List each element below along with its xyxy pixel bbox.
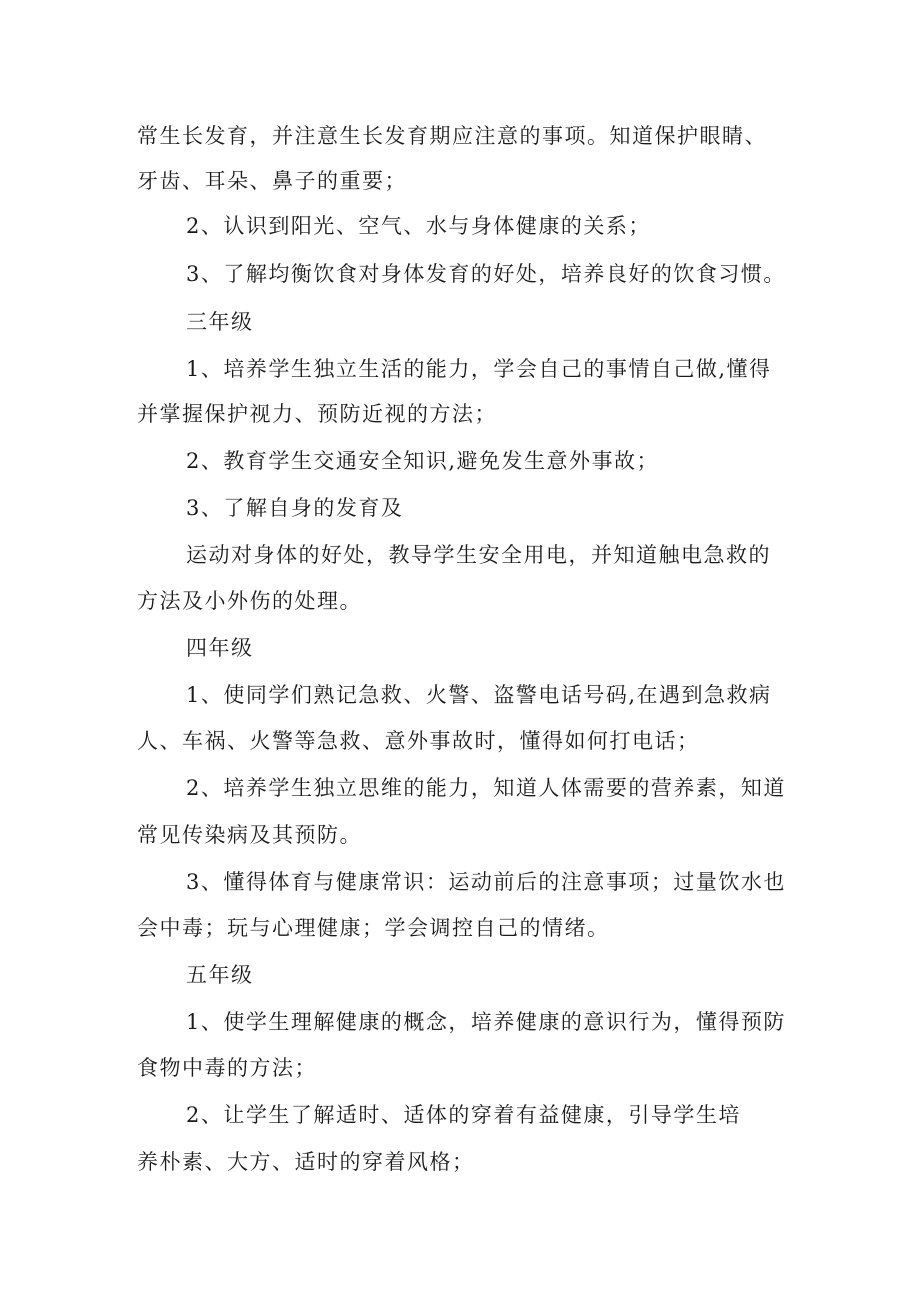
section-heading: 四年级 xyxy=(186,636,254,660)
text-line: 3、了解自身的发育及 xyxy=(186,496,404,520)
text-line: 并掌握保护视力、预防近视的方法； xyxy=(137,402,497,426)
text-line: 1、使学生理解健康的概念，培养健康的意识行为，懂得预防 xyxy=(186,1010,786,1034)
text-line: 常生长发育，并注意生长发育期应注意的事项。知道保护眼睛、 xyxy=(137,124,767,148)
text-line: 方法及小外伤的处理。 xyxy=(137,589,362,613)
text-line: 运动对身体的好处，教导学生安全用电，并知道触电急救的 xyxy=(186,543,771,567)
text-line: 会中毒；玩与心理健康；学会调控自己的情绪。 xyxy=(137,916,610,940)
section-heading: 三年级 xyxy=(186,310,254,334)
text-line: 牙齿、耳朵、鼻子的重要； xyxy=(137,169,407,193)
text-line: 3、了解均衡饮食对身体发育的好处，培养良好的饮食习惯。 xyxy=(186,262,786,286)
text-line: 常见传染病及其预防。 xyxy=(137,823,362,847)
text-line: 1、培养学生独立生活的能力，学会自己的事情自己做,懂得 xyxy=(186,357,772,381)
text-line: 养朴素、大方、适时的穿着风格； xyxy=(137,1150,475,1174)
text-line: 人、车祸、火警等急救、意外事故时，懂得如何打电话； xyxy=(137,729,700,753)
text-line: 2、教育学生交通安全知识,避免发生意外事故； xyxy=(186,449,660,473)
text-line: 3、懂得体育与健康常识：运动前后的注意事项；过量饮水也 xyxy=(186,870,786,894)
section-heading: 五年级 xyxy=(186,963,254,987)
text-line: 食物中毒的方法； xyxy=(137,1056,317,1080)
text-line: 1、使同学们熟记急救、火警、盗警电话号码,在遇到急救病 xyxy=(186,683,772,707)
text-line: 2、让学生了解适时、适体的穿着有益健康，引导学生培 xyxy=(186,1103,741,1127)
text-line: 2、认识到阳光、空气、水与身体健康的关系； xyxy=(186,214,651,238)
text-line: 2、培养学生独立思维的能力，知道人体需要的营养素，知道 xyxy=(186,776,786,800)
